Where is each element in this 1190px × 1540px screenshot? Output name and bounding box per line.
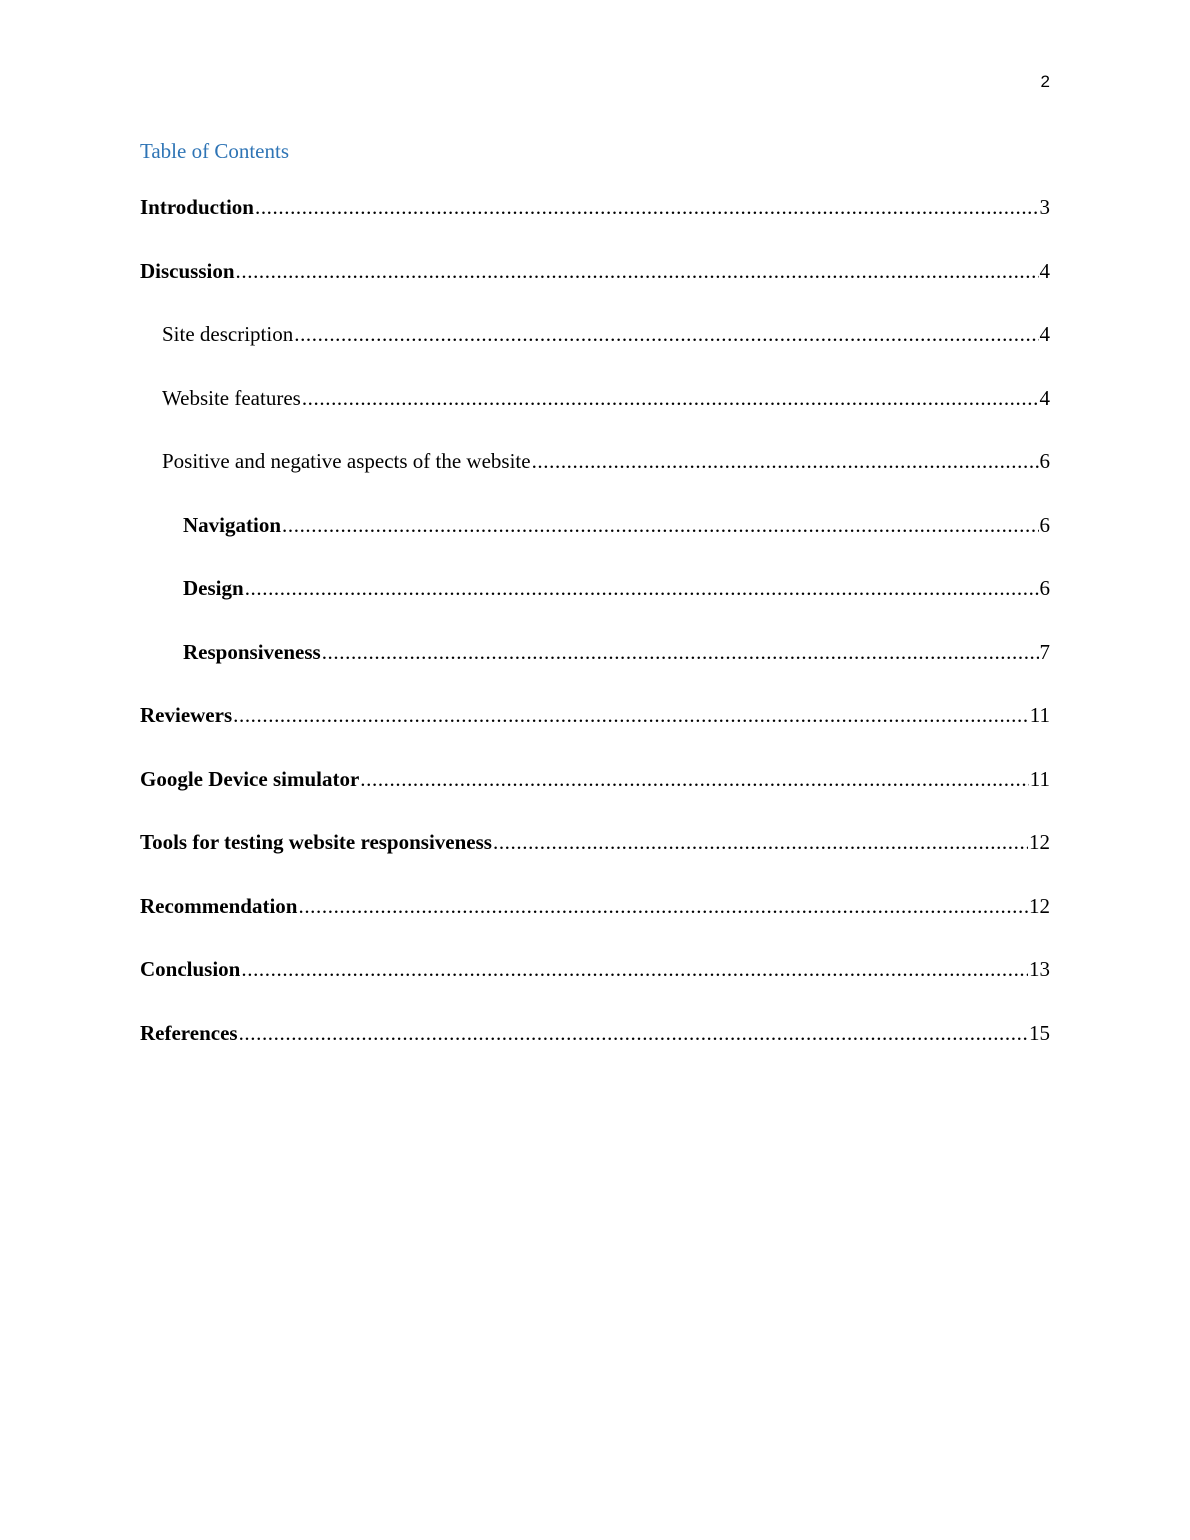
toc-entry-page: 15 <box>1029 1020 1050 1045</box>
toc-entry-label: Discussion <box>140 258 235 283</box>
page-number: 2 <box>1040 72 1050 91</box>
toc-entry-page: 4 <box>1039 385 1050 410</box>
toc-entry-page: 6 <box>1039 449 1050 473</box>
toc-entry-page: 6 <box>1039 576 1050 600</box>
dot-leader <box>255 190 1039 224</box>
toc-entry-google-device-simulator[interactable] <box>140 762 1050 826</box>
dot-leader <box>532 444 1039 478</box>
toc-entry-responsiveness[interactable] <box>140 635 1050 699</box>
toc-entry-label: Conclusion <box>140 957 241 981</box>
toc-entry-references[interactable] <box>140 1016 1050 1080</box>
dot-leader <box>298 889 1028 923</box>
toc-entry-label: Reviewers <box>140 703 233 727</box>
dot-leader <box>245 571 1039 605</box>
toc-entry-reviewers[interactable] <box>140 698 1050 762</box>
toc-entry-label: Tools for testing website responsiveness <box>140 830 492 854</box>
toc-entry-recommendation[interactable] <box>140 889 1050 953</box>
dot-leader <box>236 254 1039 288</box>
toc-entry-page: 13 <box>1029 957 1050 981</box>
toc-entry-page: 7 <box>1039 639 1050 664</box>
dot-leader <box>360 762 1028 796</box>
toc-entry-page: 11 <box>1029 766 1050 791</box>
toc-entry-page: 12 <box>1029 830 1050 854</box>
toc-entry-navigation[interactable] <box>140 508 1050 572</box>
toc-entry-page: 6 <box>1039 512 1050 537</box>
toc-entry-page: 11 <box>1029 703 1050 727</box>
toc-entry-positive-negative-aspects[interactable] <box>140 444 1050 508</box>
toc-entry-label: Google Device simulator <box>140 766 360 791</box>
toc-entry-page: 12 <box>1029 893 1050 918</box>
toc-entry-label: Design <box>183 576 244 600</box>
toc-entry-testing-tools[interactable] <box>140 825 1050 889</box>
toc-entry-label: Website features <box>162 385 301 410</box>
dot-leader <box>241 952 1028 986</box>
toc-entry-design[interactable] <box>140 571 1050 635</box>
toc-entry-label: Site description <box>162 322 294 346</box>
toc-entry-label: Introduction <box>140 195 254 219</box>
dot-leader <box>239 1016 1028 1050</box>
dot-leader <box>233 698 1029 732</box>
toc-entry-page: 3 <box>1039 195 1050 219</box>
toc-entry-label: Recommendation <box>140 893 298 918</box>
toc-entry-label: Positive and negative aspects of the website <box>162 449 531 473</box>
toc-entry-introduction[interactable] <box>140 190 1050 254</box>
toc-entry-site-description[interactable] <box>140 317 1050 381</box>
toc-entry-label: Navigation <box>183 512 282 537</box>
toc-entry-page: 4 <box>1039 258 1050 283</box>
toc-entry-page: 4 <box>1039 322 1050 346</box>
toc-entry-discussion[interactable] <box>140 254 1050 318</box>
toc-entry-website-features[interactable] <box>140 381 1050 445</box>
toc-entry-conclusion[interactable] <box>140 952 1050 1016</box>
toc-entry-label: Responsiveness <box>183 639 321 664</box>
dot-leader <box>302 381 1039 415</box>
dot-leader <box>493 825 1028 859</box>
dot-leader <box>282 508 1038 542</box>
table-of-contents <box>140 190 1050 1079</box>
toc-title: Table of Contents <box>140 139 289 163</box>
dot-leader <box>294 317 1038 351</box>
toc-entry-label: References <box>140 1020 238 1045</box>
dot-leader <box>322 635 1039 669</box>
